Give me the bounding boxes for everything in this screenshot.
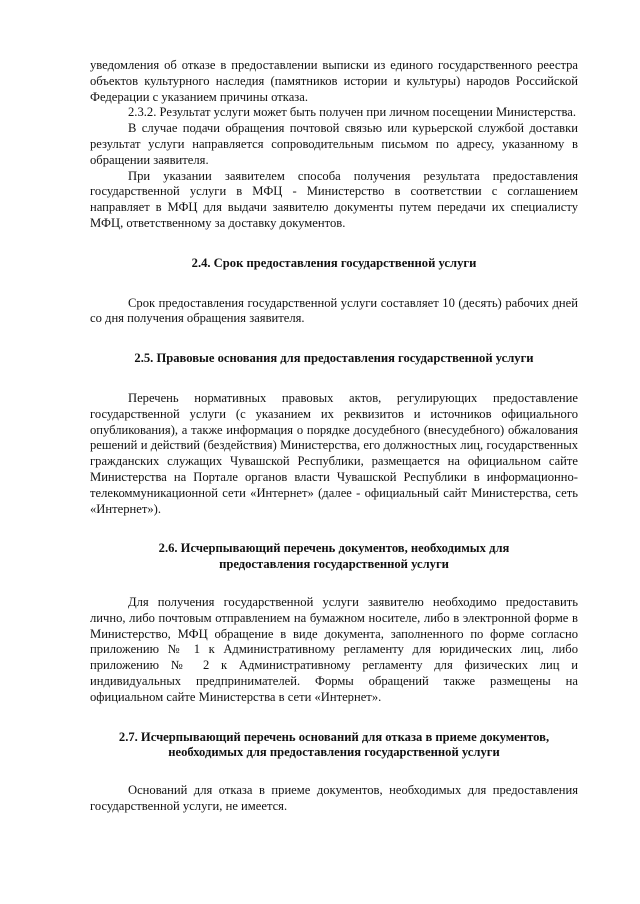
paragraph-mfc-delivery: При указании заявителем способа получения результата предоставления государственной услуги в МФЦ - Министерство в соответствии с соглашением направляет в МФЦ для выдачи заявителю документы путем передачи их специалисту МФЦ, ответственному за доставку документов. [90, 168, 578, 230]
heading-2-6-line-1: 2.6. Исчерпывающий перечень документов, необходимых для [158, 541, 510, 556]
paragraph-refusal-notice: уведомления об отказе в предоставлении выписки из единого государственного реестра объектов культурного наследия (памятников истории и культуры) народов Российской Федерации с указанием причины отказа. [90, 58, 578, 104]
heading-2-5: 2.5. Правовые основания для предоставления государственной услуги [134, 351, 534, 366]
heading-2-6 [90, 541, 578, 573]
paragraph-postal-delivery: В случае подачи обращения почтовой связью или курьерской службой доставки результат услуги направляется сопроводительным письмом по адресу, указанному в обращении заявителя. [90, 121, 578, 167]
paragraph-required-documents: Для получения государственной услуги заявителю необходимо предоставить лично, либо почтовым отправлением на бумажном носителе, либо в электронной форме в Министерство, МФЦ обращение в виде документа, заполненного по форме согласно приложению № 1 к Административному регламенту для юридических лиц, либо приложению № 2 к Административному регламенту для физических лиц и индивидуальных предпринимателей. Формы обращений также размещены на официальном сайте Министерства в сети «Интернет». [90, 594, 578, 704]
heading-2-7 [90, 730, 578, 762]
paragraph-service-term: Срок предоставления государственной услуги составляет 10 (десять) рабочих дней со дня получения обращения заявителя. [90, 295, 578, 326]
heading-2-6-line-2: предоставления государственной услуги [219, 557, 449, 572]
heading-2-7-line-1: 2.7. Исчерпывающий перечень оснований для отказа в приеме документов, [118, 729, 550, 744]
paragraph-no-refusal-grounds: Оснований для отказа в приеме документов, необходимых для предоставления государственной услуги, не имеется. [90, 783, 578, 813]
paragraph-legal-acts: Перечень нормативных правовых актов, регулирующих предоставление государственной услуги (с указанием их реквизитов и источников официального опубликования), а также информация о порядке досудебного (внесудебного) обжалования решений и действий (бездействия) Министерства, его должностных лиц, государственных гражданских служащих Чувашской Республики, размещается на официальном сайте Министерства на Портале органов власти Чувашской Республики в информационно-телекоммуникационной сети «Интернет» (далее - официальный сайт Министерства, сеть «Интернет»). [90, 390, 578, 516]
paragraph-2-3-2: 2.3.2. Результат услуги может быть получен при личном посещении Министерства. [128, 105, 576, 120]
heading-2-4: 2.4. Срок предоставления государственной услуги [191, 255, 477, 270]
heading-2-7-line-2: необходимых для предоставления государственной услуги [168, 745, 500, 760]
